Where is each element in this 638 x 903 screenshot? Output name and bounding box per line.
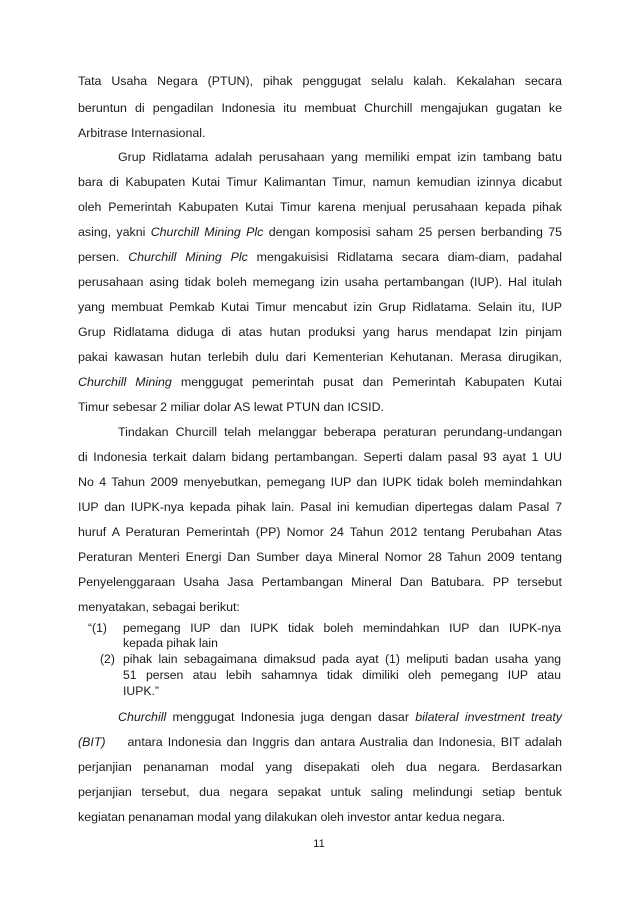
text-line: IUP dan IUPK-nya kepada pihak lain. Pasal ini kemudian dipertegas dalam Pasal 7 [78,500,562,514]
quote-line: pihak lain sebagaimana dimaksud pada ayat (1) meliputi badan usaha yang [123,652,561,666]
text-line: pakai kawasan hutan terlebih dulu dari Kementerian Kehutanan. Merasa dirugikan, [78,350,562,364]
text-line: perjanjian tersebut, dua negara sepakat untuk saling melindungi setiap bentuk [78,785,562,799]
quote-item-number: (2) [100,652,115,666]
text-line: Arbitrase Internasional. [78,126,206,140]
text-line: oleh Pemerintah Kabupaten Kutai Timur karena menjual perusahaan kepada pihak [78,200,562,214]
text-line: perjanjian penanaman modal yang disepakati oleh dua negara. Berdasarkan [78,760,562,774]
text-span: antara Indonesia dan Inggris dan antara Australia dan Indonesia, BIT adalah [127,735,562,749]
text-line: Timur sebesar 2 miliar dolar AS lewat PTUN dan ICSID. [78,400,384,414]
quote-item-number: “(1) [88,621,107,635]
text-span: dengan komposisi saham 25 persen berbanding 75 [263,225,562,239]
quote-line: 51 persen atau lebih sahamnya tidak dimiliki oleh pemegang IUP atau [123,668,561,682]
text-line: yang membuat Pemkab Kutai Timur mencabut izin Grup Ridlatama. Selain itu, IUP [78,300,562,314]
text-line [78,250,562,265]
text-span: menggugat Indonesia juga dengan dasar [166,710,416,724]
quote-line: IUPK.” [123,684,159,698]
text-span: menggugat pemerintah pusat dan Pemerintah Kabupaten Kutai [171,375,562,389]
page-number: 11 [313,838,325,850]
text-line: perusahaan asing tidak boleh memegang izin usaha pertambangan (IUP). Hal itulah [78,275,562,289]
company-name-italic: Churchill Mining Plc [128,250,248,264]
text-line [118,710,562,725]
text-span: mengakuisisi Ridlatama secara diam-diam, padahal [247,250,562,264]
quote-line: kepada pihak lain [123,636,218,650]
text-line: Grup Ridlatama adalah perusahaan yang memiliki empat izin tambang batu [118,150,562,164]
text-line: menyatakan, sebagai berikut: [78,600,240,614]
text-line: Penyelenggaraan Usaha Jasa Pertambangan Mineral Dan Batubara. PP tersebut [78,575,562,589]
quote-line: pemegang IUP dan IUPK tidak boleh memindahkan IUP dan IUPK-nya [123,621,561,635]
company-name-italic: Churchill Mining [78,375,172,389]
text-line: Grup Ridlatama diduga di atas hutan produksi yang harus mendapat Izin pinjam [78,325,562,339]
text-line [78,225,562,240]
term-italic: bilateral investment treaty [415,710,562,724]
text-line [78,375,562,390]
text-span: asing, yakni [78,225,151,239]
text-line: bara di Kabupaten Kutai Timur Kalimantan Timur, namun kemudian izinnya dicabut [78,175,562,189]
text-line: huruf A Peraturan Pemerintah (PP) Nomor 24 Tahun 2012 tentang Perubahan Atas [78,525,562,539]
text-line: Tata Usaha Negara (PTUN), pihak penggugat selalu kalah. Kekalahan secara [78,74,562,88]
text-line: Tindakan Churcill telah melanggar beberapa peraturan perundang-undangan [118,425,562,439]
text-line: No 4 Tahun 2009 menyebutkan, pemegang IUP dan IUPK tidak boleh memindahkan [78,475,562,489]
text-span: persen. [78,250,129,264]
company-name-italic: Churchill Mining Plc [150,225,264,239]
text-line [78,735,562,750]
term-italic: (BIT) [78,735,106,749]
text-line: Peraturan Menteri Energi Dan Sumber daya Mineral Nomor 28 Tahun 2009 tentang [78,550,562,564]
company-name-italic: Churchill [118,710,167,724]
text-line: di Indonesia terkait dalam bidang pertambangan. Seperti dalam pasal 93 ayat 1 UU [78,450,562,464]
text-line: beruntun di pengadilan Indonesia itu membuat Churchill mengajukan gugatan ke [78,101,562,115]
text-line: kegiatan penanaman modal yang dilakukan oleh investor antar kedua negara. [78,810,506,824]
